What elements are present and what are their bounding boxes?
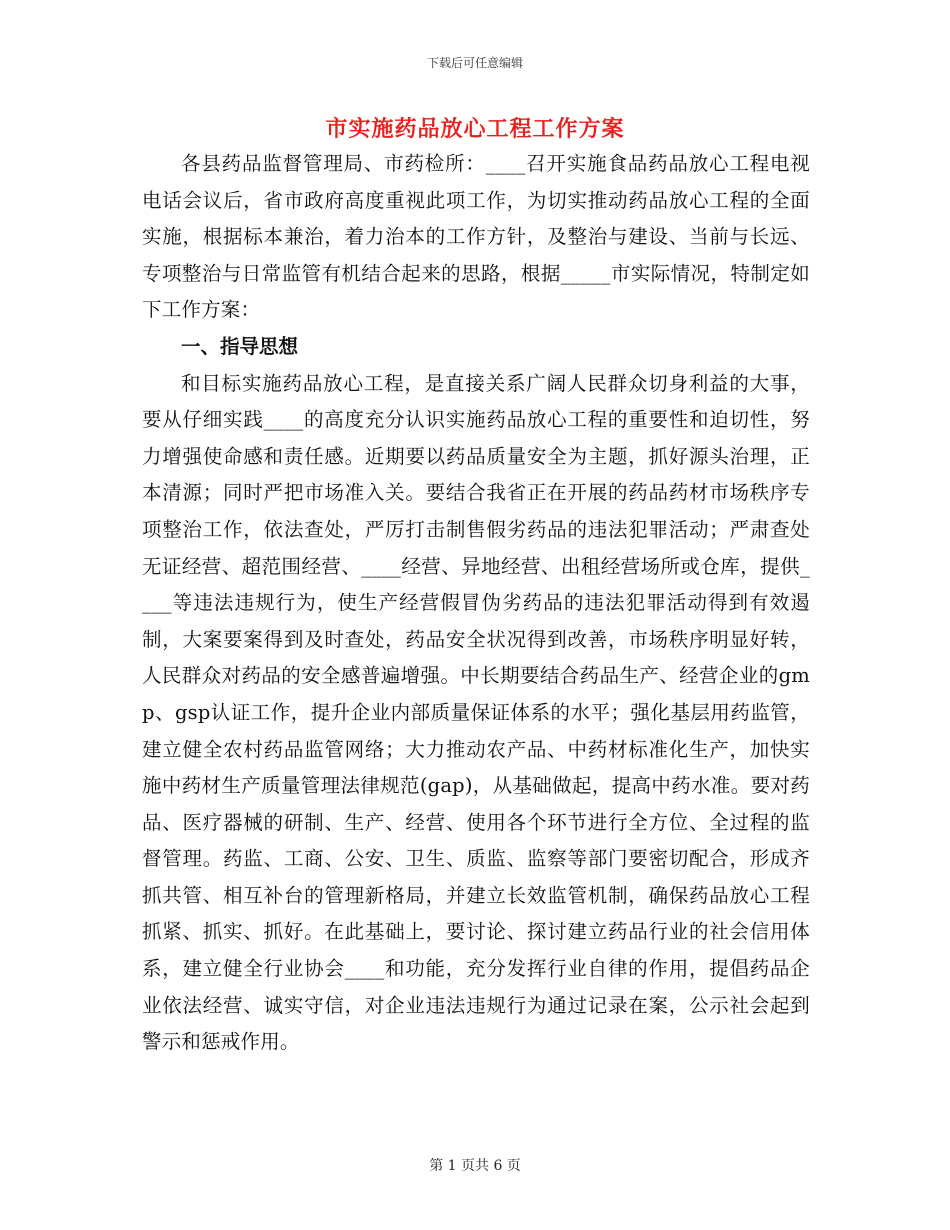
page-indicator: 第 1 页共 6 页 bbox=[429, 1158, 521, 1174]
intro-paragraph: 各县药品监督管理局、市药检所：____召开实施食品药品放心工程电视电话会议后，省市政府高度重视此项工作，为切实推动药品放心工程的全面实施，根据标本兼治，着力治本的工作方针，及整治与建设、当前与长远、专项整治与日常监管有机结合起来的思路，根据_____市实际情况，特制定如下工作方案： bbox=[142, 152, 810, 322]
page-header-note: 下载后可任意编辑 bbox=[426, 56, 523, 70]
section-paragraph: 和目标实施药品放心工程，是直接关系广阔人民群众切身利益的大事，要从仔细实践____的高度充分认识实施药品放心工程的重要性和迫切性，努力增强使命感和责任感。近期要以药品质量安全为主题，抓好源头治理，正本清源；同时严把市场准入关。要结合我省正在开展的药品药材市场秩序专项整治工作，依法查处，严厉打击制售假劣药品的违法犯罪活动；严肃查处无证经营、超范围经营、____经营、异地经营、出租经营场所或仓库，提供____等违法违规行为，使生产经营假冒伪劣药品的违法犯罪活动得到有效遏制，大案要案得到及时查处，药品安全状况得到改善，市场秩序明显好转，人民群众对药品的安全感普遍增强。中长期要结合药品生产、经营企业的gmp、gsp认证工作，提升企业内部质量保证体系的水平；强化基层用药监管，建立健全农村药品监管网络；大力推动农产品、中药材标准化生产，加快实施中药材生产质量管理法律规范(gap)，从基础做起，提高中药水准。要对药品、医疗器械的研制、生产、经营、使用各个环节进行全方位、全过程的监督管理。药监、工商、公安、卫生、质监、监察等部门要密切配合，形成齐抓共管、相互补台的管理新格局，并建立长效监管机制，确保药品放心工程抓紧、抓实、抓好。在此基础上，要讨论、探讨建立药品行业的社会信用体系，建立健全行业协会____和功能，充分发挥行业自律的作用，提倡药品企业依法经营、诚实守信，对企业违法违规行为通过记录在案，公示社会起到警示和惩戒作用。 bbox=[142, 371, 810, 1054]
section-heading-guiding-thought: 一、指导思想 bbox=[181, 334, 299, 358]
document-body bbox=[142, 146, 810, 1061]
document-title: 市实施药品放心工程工作方案 bbox=[325, 116, 625, 142]
